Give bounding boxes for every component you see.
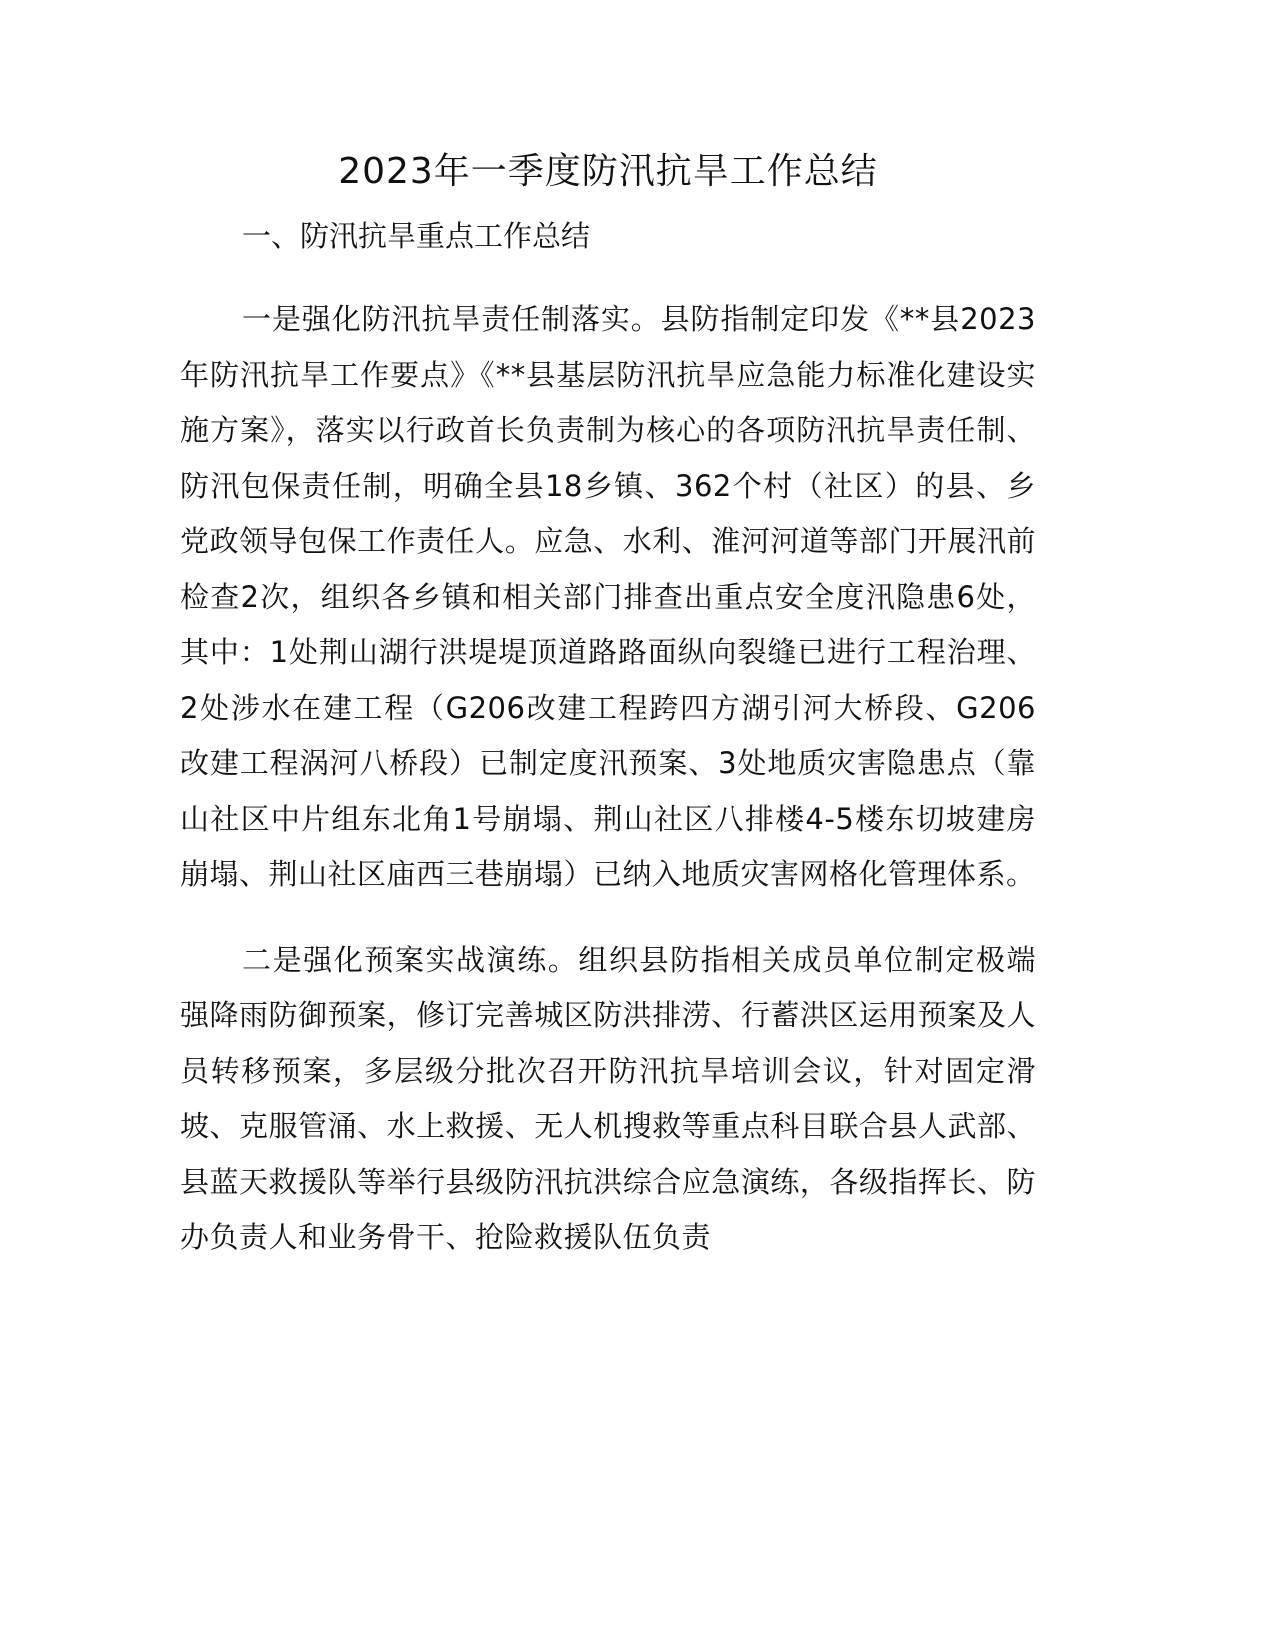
document-page <box>180 140 1036 1266</box>
paragraph-drills: 二是强化预案实战演练。组织县防指相关成员单位制定极端强降雨防御预案，修订完善城区防洪排涝、行蓄洪区运用预案及人员转移预案，多层级分批次召开防汛抗旱培训会议，针对固定滑坡、克服管涌、水上救援、无人机搜救等重点科目联合县人武部、县蓝天救援队等举行县级防汛抗洪综合应急演练，各级指挥长、防办负责人和业务骨干、抢险救援队伍负责 <box>180 942 1036 1254</box>
paragraph-responsibility: 一是强化防汛抗旱责任制落实。县防指制定印发《**县2023年防汛抗旱工作要点》《**县基层防汛抗旱应急能力标准化建设实施方案》，落实以行政首长负责制为核心的各项防汛抗旱责任制、防汛包保责任制，明确全县18乡镇、362个村（社区）的县、乡党政领导包保工作责任人。应急、水利、淮河河道等部门开展汛前检查2次，组织各乡镇和相关部门排查出重点安全度汛隐患6处，其中：1处荆山湖行洪堤堤顶道路路面纵向裂缝已进行工程治理、2处涉水在建工程（G206改建工程跨四方湖引河大桥段、G206改建工程涡河八桥段）已制定度汛预案、3处地质灾害隐患点（靠山社区中片组东北角1号崩塌、荆山社区八排楼4-5楼东切坡建房崩塌、荆山社区庙西三巷崩塌）已纳入地质灾害网格化管理体系。 <box>180 302 1036 891</box>
section-heading: 一、防汛抗旱重点工作总结 <box>242 219 591 253</box>
document-title: 2023年一季度防汛抗旱工作总结 <box>338 151 878 192</box>
